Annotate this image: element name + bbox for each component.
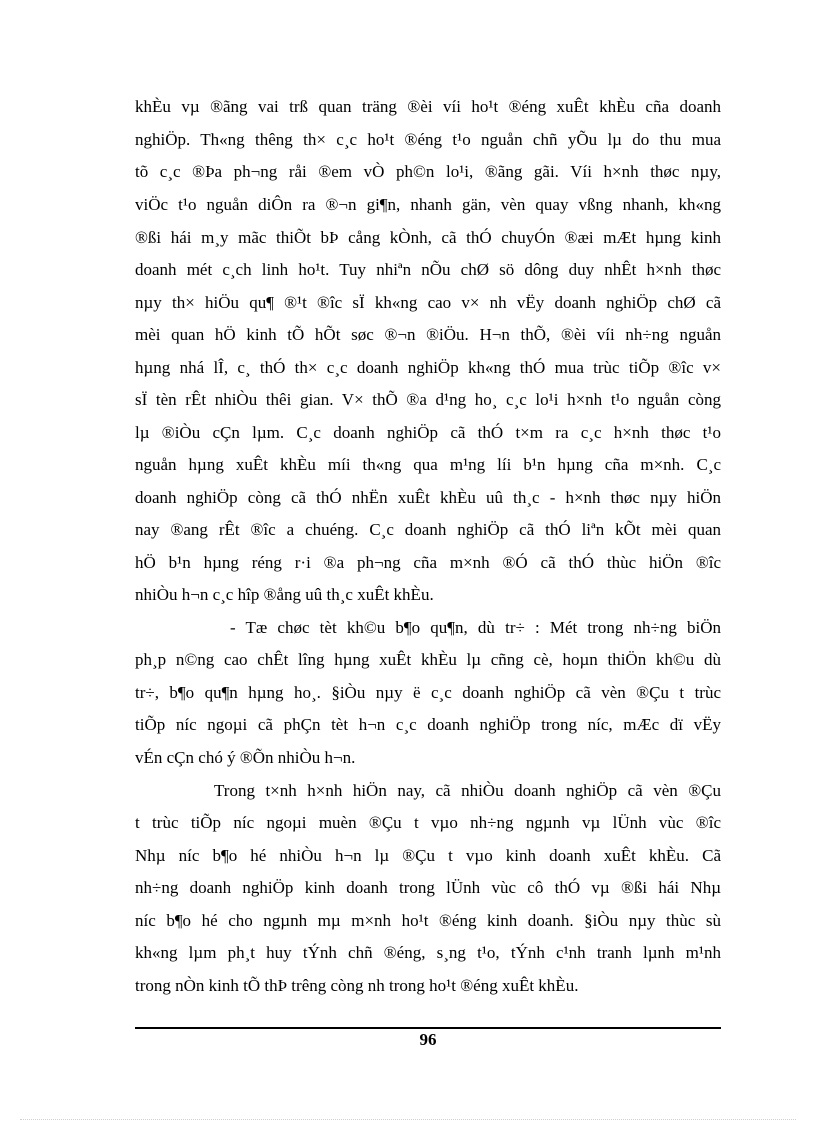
text-line: khÈu vµ ®ãng vai trß quan träng ®èi víi ho¹t ®éng xuÊt khÈu cña doanh bbox=[135, 97, 721, 116]
text-line: - Tæ chøc tèt kh©u b¶o qu¶n, dù tr÷ : Mét trong nh÷ng biÖn bbox=[230, 618, 721, 637]
page-bottom-border bbox=[20, 1119, 796, 1120]
text-line: hÖ b¹n hµng réng r·i ®a ph¬ng cña m×nh ®Ó cã thÓ thùc hiÖn ®îc bbox=[135, 553, 721, 572]
text-line: t trùc tiÕp níc ngoµi muèn ®Çu t vµo nh÷ng ngµnh vµ lÜnh vùc ®îc bbox=[135, 813, 721, 832]
text-line: Trong t×nh h×nh hiÖn nay, cã nhiÒu doanh nghiÖp cã vèn ®Çu bbox=[214, 781, 721, 800]
footer-rule bbox=[135, 1027, 721, 1029]
text-line: tiÕp níc ngoµi cã phÇn tèt h¬n c¸c doanh nghiÖp trong níc, mÆc dï vËy bbox=[135, 715, 721, 734]
text-line: tõ c¸c ®Þa ph¬ng råi ®em vÒ ph©n lo¹i, ®ãng gãi. Víi h×nh thøc nµy, bbox=[135, 162, 721, 181]
text-line: nghiÖp. Th«ng thêng th× c¸c ho¹t ®éng t¹o nguån chñ yÕu lµ do thu mua bbox=[135, 130, 721, 149]
text-line: tr÷, b¶o qu¶n hµng ho¸. §iÒu nµy ë c¸c doanh nghiÖp cã vèn ®Çu t trùc bbox=[135, 683, 721, 702]
text-line: ph¸p n©ng cao chÊt lîng hµng xuÊt khÈu lµ cñng cè, hoµn thiÖn kh©u dù bbox=[135, 650, 721, 669]
text-line: lµ ®iÒu cÇn lµm. C¸c doanh nghiÖp cã thÓ t×m ra c¸c h×nh thøc t¹o bbox=[135, 423, 721, 442]
text-line: sÏ tèn rÊt nhiÒu thêi gian. V× thÕ ®a d¹ng ho¸ c¸c lo¹i h×nh t¹o nguån còng bbox=[135, 390, 721, 409]
text-line: mèi quan hÖ kinh tÕ hÕt søc ®¬n ®iÖu. H¬n thÕ, ®èi víi nh÷ng nguån bbox=[135, 325, 721, 344]
text-line: doanh mét c¸ch linh ho¹t. Tuy nhiªn nÕu chØ sö dông duy nhÊt h×nh thøc bbox=[135, 260, 721, 279]
text-line: nh÷ng doanh nghiÖp kinh doanh trong lÜnh vùc cô thÓ vµ ®ßi hái Nhµ bbox=[135, 878, 721, 897]
page-number: 96 bbox=[419, 1030, 437, 1049]
text-line: nhiÒu h¬n c¸c hîp ®ång uû th¸c xuÊt khÈu. bbox=[135, 585, 434, 604]
text-line: kh«ng lµm ph¸t huy tÝnh chñ ®éng, s¸ng t¹o, tÝnh c¹nh tranh lµnh m¹nh bbox=[135, 943, 721, 962]
text-line: doanh nghiÖp còng cã thÓ nhËn xuÊt khÈu uû th¸c - h×nh thøc nµy hiÖn bbox=[135, 488, 721, 507]
text-line: nguån hµng xuÊt khÈu míi th«ng qua m¹ng líi b¹n hµng cña m×nh. C¸c bbox=[135, 455, 721, 474]
text-line: nay ®ang rÊt ®îc a chuéng. C¸c doanh nghiÖp cã thÓ liªn kÕt mèi quan bbox=[135, 520, 721, 539]
text-line: nµy th× hiÖu qu¶ ®¹t ®îc sÏ kh«ng cao v× nh vËy doanh nghiÖp chØ cã bbox=[135, 293, 721, 312]
text-line: vÉn cÇn chó ý ®Õn nhiÒu h¬n. bbox=[135, 748, 356, 767]
text-line: níc b¶o hé cho ngµnh mµ m×nh ho¹t ®éng kinh doanh. §iÒu nµy thùc sù bbox=[135, 911, 721, 930]
text-line: viÖc t¹o nguån diÔn ra ®¬n gi¶n, nhanh gän, vèn quay vßng nhanh, kh«ng bbox=[135, 195, 721, 214]
text-line: hµng nhá lÎ, c¸ thÓ th× c¸c doanh nghiÖp kh«ng thÓ mua trùc tiÕp ®îc v× bbox=[135, 358, 721, 377]
text-line: Nhµ níc b¶o hé nhiÒu h¬n lµ ®Çu t vµo kinh doanh xuÊt khÈu. Cã bbox=[135, 846, 721, 865]
text-line: trong nÒn kinh tÕ thÞ trêng còng nh trong ho¹t ®éng xuÊt khÈu. bbox=[135, 976, 579, 995]
text-line: ®ßi hái m¸y mãc thiÕt bÞ cång kÒnh, cã thÓ chuyÓn ®æi mÆt hµng kinh bbox=[135, 228, 721, 247]
